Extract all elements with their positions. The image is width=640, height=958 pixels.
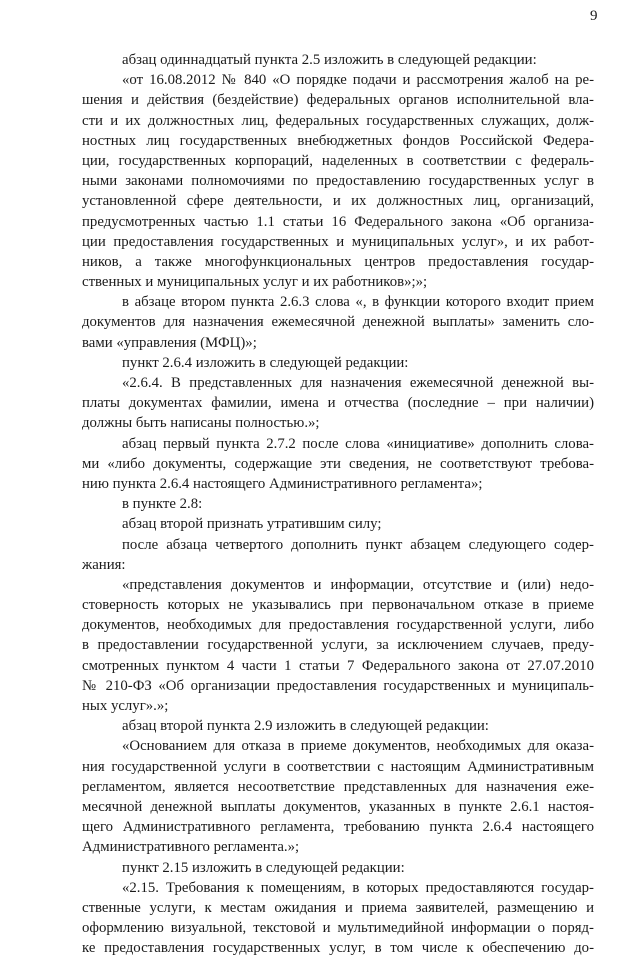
text-line: регламентом, является несоответствие представленных для назначения еже-	[82, 778, 594, 795]
paragraph	[82, 858, 594, 878]
text-line: абзац второй пункта 2.9 изложить в следующей редакции:	[122, 718, 489, 735]
text-line: ции предоставления государственных и муниципальных услуг», и их работ-	[82, 233, 594, 250]
text-line: нию пункта 2.6.4 настоящего Административного регламента»;	[82, 475, 483, 492]
paragraph	[82, 575, 594, 716]
text-line: документов для назначения ежемесячной денежной выплаты» заменить сло-	[82, 314, 594, 331]
paragraph	[82, 292, 594, 353]
text-line: «Основанием для отказа в приеме документов, необходимых для оказа-	[122, 738, 594, 755]
text-line: «2.6.4. В представленных для назначения ежемесячной денежной вы-	[122, 375, 594, 391]
text-line: ностных лиц государственных внебюджетных фондов Российской Федера-	[82, 132, 594, 149]
text-line: ции, государственных корпораций, наделенных в соответствии с федераль-	[82, 152, 594, 169]
text-line: абзац первый пункта 2.7.2 после слова «инициативе» дополнить слова-	[122, 435, 594, 452]
text-line: установленной сфере деятельности, и их должностных лиц, организаций,	[82, 193, 594, 210]
text-line: должны быть написаны полностью.»;	[82, 415, 320, 432]
text-line: пункт 2.15 изложить в следующей редакции:	[122, 859, 405, 876]
text-line: в абзаце втором пункта 2.6.3 слова «, в функции которого входит прием	[122, 294, 594, 311]
text-line: № 210-ФЗ «Об организации предоставления государственных и муниципаль-	[82, 677, 594, 694]
text-line: документов, необходимых для предоставления государственной услуги, либо	[82, 617, 594, 634]
paragraph	[82, 353, 594, 373]
text-line: «от 16.08.2012 № 840 «О порядке подачи и рассмотрения жалоб на ре-	[122, 72, 594, 89]
text-line: ния государственной услуги в соответствии с настоящим Административным	[82, 758, 594, 775]
text-line: абзац одиннадцатый пункта 2.5 изложить в следующей редакции:	[122, 52, 537, 68]
text-line: предусмотренных частью 1.1 статьи 16 Федерального закона «Об организа-	[82, 213, 594, 230]
text-line: ников, а также многофункциональных центров предоставления государ-	[82, 253, 594, 270]
paragraph	[82, 716, 594, 736]
paragraph	[82, 70, 594, 292]
text-line: «2.15. Требования к помещениям, в которых предоставляются государ-	[122, 879, 594, 896]
paragraph	[82, 514, 594, 534]
paragraph	[82, 878, 594, 958]
text-line: шения и действия (бездействие) федеральных органов исполнительной вла-	[82, 92, 594, 109]
text-line: ных услуг».»;	[82, 698, 169, 714]
text-line: ми «либо документы, содержащие эти сведения, не соответствуют требова-	[82, 455, 594, 472]
paragraph	[82, 736, 594, 857]
text-line: вами «управления (МФЦ)»;	[82, 334, 257, 351]
text-line: щего Административного регламента, требованию пункта 2.6.4 настоящего	[82, 819, 594, 836]
document-body	[82, 50, 594, 958]
page-number: 9	[590, 8, 598, 24]
text-line: ственных и муниципальных услуг и их работников»;»;	[82, 274, 428, 291]
text-line: после абзаца четвертого дополнить пункт абзацем следующего содер-	[122, 536, 594, 553]
paragraph	[82, 434, 594, 495]
text-line: смотренных пунктом 4 части 1 статьи 7 Федерального закона от 27.07.2010	[82, 657, 594, 674]
text-line: ственные услуги, к местам ожидания и приема заявителей, размещению и	[82, 899, 594, 916]
text-line: жания:	[82, 556, 126, 573]
text-line: оформлению визуальной, текстовой и мультимедийной информации о поряд-	[82, 920, 594, 937]
text-line: абзац второй признать утратившим силу;	[122, 516, 382, 533]
paragraph	[82, 535, 594, 575]
text-line: месячной денежной выплаты документов, указанных в пункте 2.6.1 настоя-	[82, 798, 594, 815]
text-line: в предоставлении государственной услуги, за исключением случаев, преду-	[82, 637, 594, 654]
text-line: ными законами полномочиями по предоставлению государственных услуг в	[82, 173, 594, 190]
paragraph	[82, 50, 594, 70]
text-line: пункт 2.6.4 изложить в следующей редакции:	[122, 354, 409, 371]
paragraph	[82, 494, 594, 514]
text-line: сти и их должностных лиц, федеральных государственных служащих, долж-	[82, 112, 594, 129]
text-line: Административного регламента.»;	[82, 839, 300, 856]
text-line: платы документах фамилии, имена и отчества (последние – при наличии)	[82, 395, 594, 412]
text-line: «представления документов и информации, отсутствие и (или) недо-	[122, 576, 594, 593]
text-line: в пункте 2.8:	[122, 496, 203, 513]
text-line: стоверность которых не указывались при первоначальном отказе в приеме	[82, 597, 594, 614]
paragraph	[82, 373, 594, 434]
text-line: ке предоставления государственных услуг, в том числе к обеспечению до-	[82, 940, 594, 957]
